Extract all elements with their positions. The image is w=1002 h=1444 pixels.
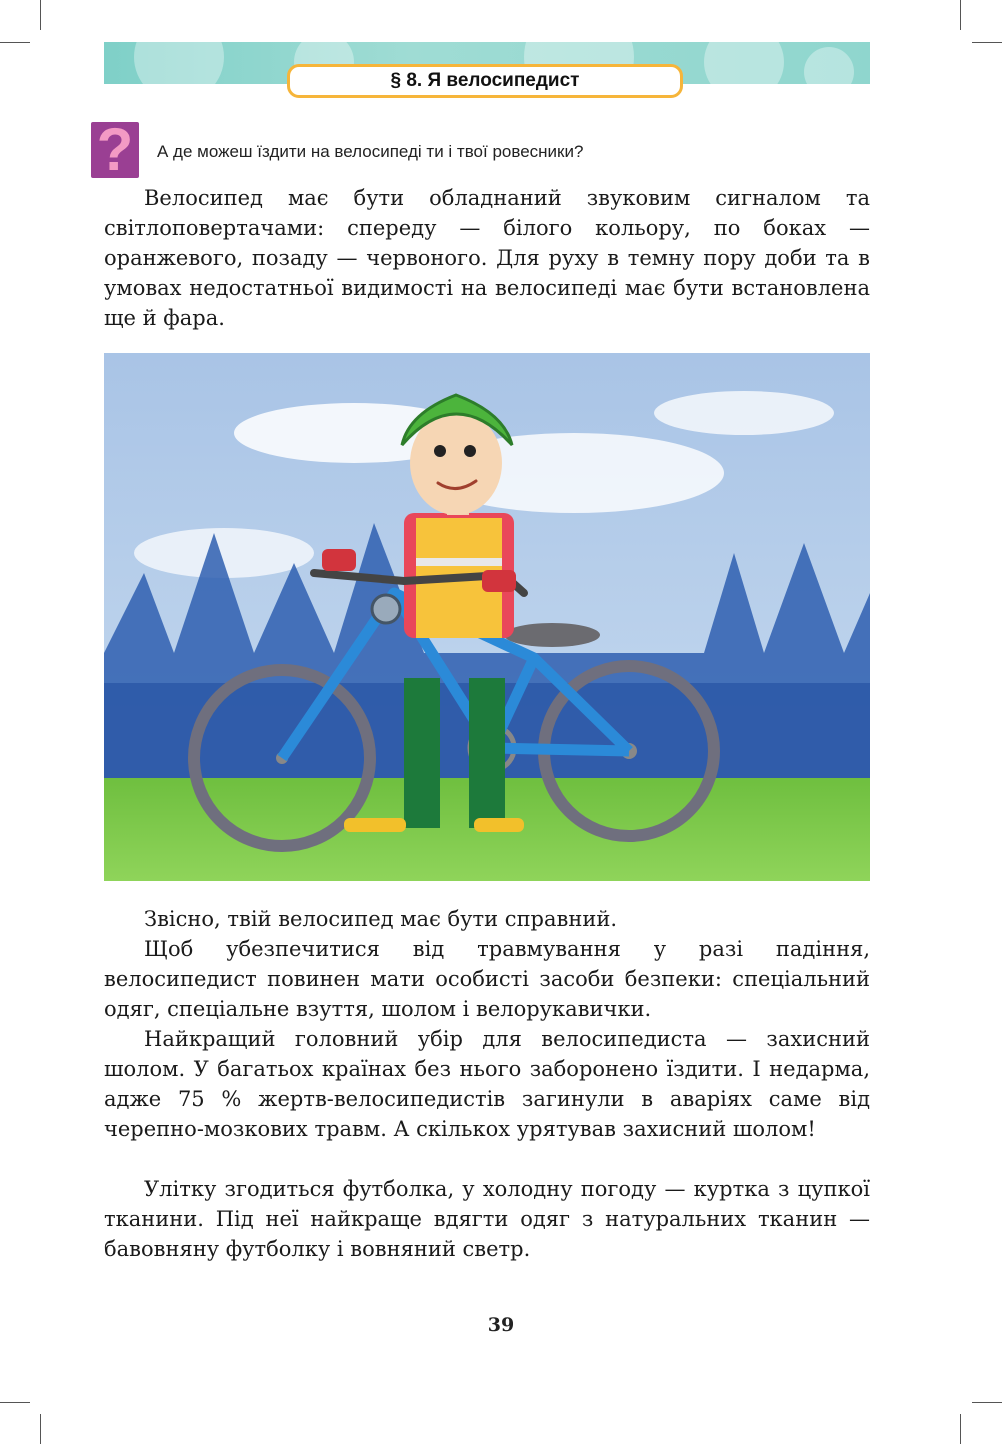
paragraph-bike-condition: Звісно, твій велосипед має бути справний. (144, 907, 618, 931)
crop-mark (40, 1414, 41, 1444)
crop-mark (960, 0, 961, 30)
section-title-text: § 8. Я велосипедист (390, 70, 580, 91)
paragraph-safety-gear: Щоб убезпечитися від травмування у разі падіння, велосипедист повинен мати особисті засоби безпеки: спеціальний одяг, спеціальне взуття, шолом і велорукавички. (104, 937, 870, 1021)
crop-mark (40, 0, 41, 30)
crop-mark (960, 1414, 961, 1444)
question-text: А де можеш їздити на велосипеді ти і твої ровесники? (157, 142, 584, 161)
paragraph-equipment: Велосипед має бути обладнаний звуковим сигналом та світлоповертачами: спереду — білого кольору, по боках — оранжевого, позаду — червоного. Для руху в темну пору доби та в умовах недостатньої видимості на велосипеді має бути встановлена ще й фара. (104, 186, 870, 330)
crop-mark (972, 1402, 1002, 1403)
page-number: 39 (487, 1314, 515, 1336)
paragraph-clothing: Улітку згодиться футболка, у холодну погоду — куртка з цупкої тканини. Під неї найкраще вдягти одяг з натуральних тканин — бавовняну футболку і вовняний светр. (104, 1177, 870, 1261)
cyclist-illustration (104, 353, 870, 881)
paragraph-helmet: Найкращий головний убір для велосипедиста — захисний шолом. У багатьох країнах без нього заборонено їздити. І недарма, адже 75 % жертв-велосипедистів загинули в аваріях саме від черепно-мозкових травм. А скількох урятував захисний шолом! (104, 1027, 870, 1141)
question-mark-icon: ? (91, 122, 139, 178)
crop-mark (972, 42, 1002, 43)
crop-mark (0, 42, 30, 43)
section-title (287, 64, 683, 98)
crop-mark (0, 1402, 30, 1403)
